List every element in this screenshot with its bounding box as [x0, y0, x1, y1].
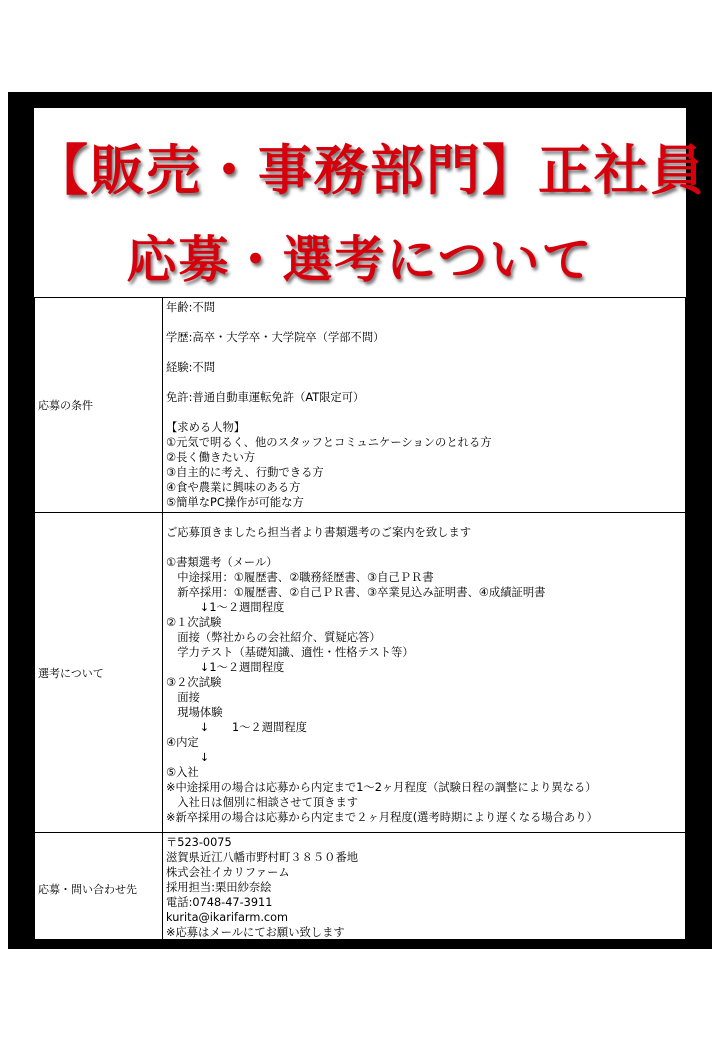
document-body — [32, 106, 706, 941]
list-item: ②１次試験 — [166, 616, 222, 629]
recruiter: 採用担当:栗田紗奈絵 — [166, 881, 272, 894]
info-table — [34, 297, 686, 945]
table-row — [35, 298, 686, 513]
title-line-2: 応募・選考について — [126, 231, 594, 289]
education-text: 学歴:高卒・大学卒・大学院卒（学部不問） — [166, 331, 385, 344]
table-row — [35, 513, 686, 833]
title-line-1: 【販売・事務部門】正社員 — [34, 139, 706, 202]
email: kurita@ikarifarm.com — [166, 911, 289, 924]
list-item: ↓ — [166, 751, 210, 764]
list-item: ③２次試験 — [166, 676, 222, 689]
list-item: ④内定 — [166, 736, 199, 749]
wanted-heading: 【求める人物】 — [166, 421, 246, 434]
contact-note: ※応募はメールにてお願い致します — [166, 926, 345, 939]
phone: 電話:0748-47-3911 — [166, 896, 273, 909]
list-item: ⑤簡単なPC操作が可能な方 — [166, 496, 304, 509]
list-item: 現場体験 — [166, 706, 223, 719]
list-item: ⑤入社 — [166, 766, 199, 779]
experience-text: 経験:不問 — [166, 361, 215, 374]
list-item: ③自主的に考え、行動できる方 — [166, 466, 324, 479]
list-item: ※新卒採用の場合は応募から内定まで２ヶ月程度(選考時期により遅くなる場合あり） — [166, 811, 598, 824]
list-item: ②長く働きたい方 — [166, 451, 256, 464]
address: 滋賀県近江八幡市野村町３８５０番地 — [166, 851, 359, 864]
list-item: 中途採用：①履歴書、②職務経歴書、③自己ＰＲ書 — [166, 571, 434, 584]
table-row — [35, 833, 686, 945]
postal-code: 〒523-0075 — [166, 836, 232, 849]
list-item: ↓ 1～２週間程度 — [166, 721, 307, 734]
list-item: ④食や農業に興味のある方 — [166, 481, 301, 494]
list-item: 入社日は個別に相談させて頂きます — [166, 796, 359, 809]
selection-label: 選考について — [35, 513, 163, 833]
conditions-label: 応募の条件 — [35, 298, 163, 513]
license-text: 免許:普通自動車運転免許（AT限定可） — [166, 391, 365, 404]
selection-intro: ご応募頂きましたら担当者より書類選考のご案内を致します — [166, 526, 472, 539]
age-text: 年齢:不問 — [166, 301, 215, 314]
list-item: 面接 — [166, 691, 200, 704]
list-item: ①元気で明るく、他のスタッフとコミュニケーションのとれる方 — [166, 436, 492, 449]
list-item: ↓1～２週間程度 — [166, 601, 285, 614]
company-name: 株式会社イカリファーム — [166, 866, 290, 879]
contact-content — [163, 833, 686, 945]
contact-label: 応募・問い合わせ先 — [35, 833, 163, 945]
list-item: 新卒採用：①履歴書、②自己ＰＲ書、③卒業見込み証明書、④成績証明書 — [166, 586, 546, 599]
list-item: ↓1～２週間程度 — [166, 661, 285, 674]
selection-content — [163, 513, 686, 833]
list-item: 面接（弊社からの会社紹介、質疑応答） — [166, 631, 381, 644]
list-item: 学力テスト（基礎知識、適性・性格テスト等） — [166, 646, 414, 659]
document-frame — [8, 92, 712, 949]
title-area — [34, 108, 706, 297]
list-item: ①書類選考（メール） — [166, 556, 278, 569]
list-item: ※中途採用の場合は応募から内定まで1～2ヶ月程度（試験日程の調整により異なる） — [166, 781, 597, 794]
conditions-content — [163, 298, 686, 513]
